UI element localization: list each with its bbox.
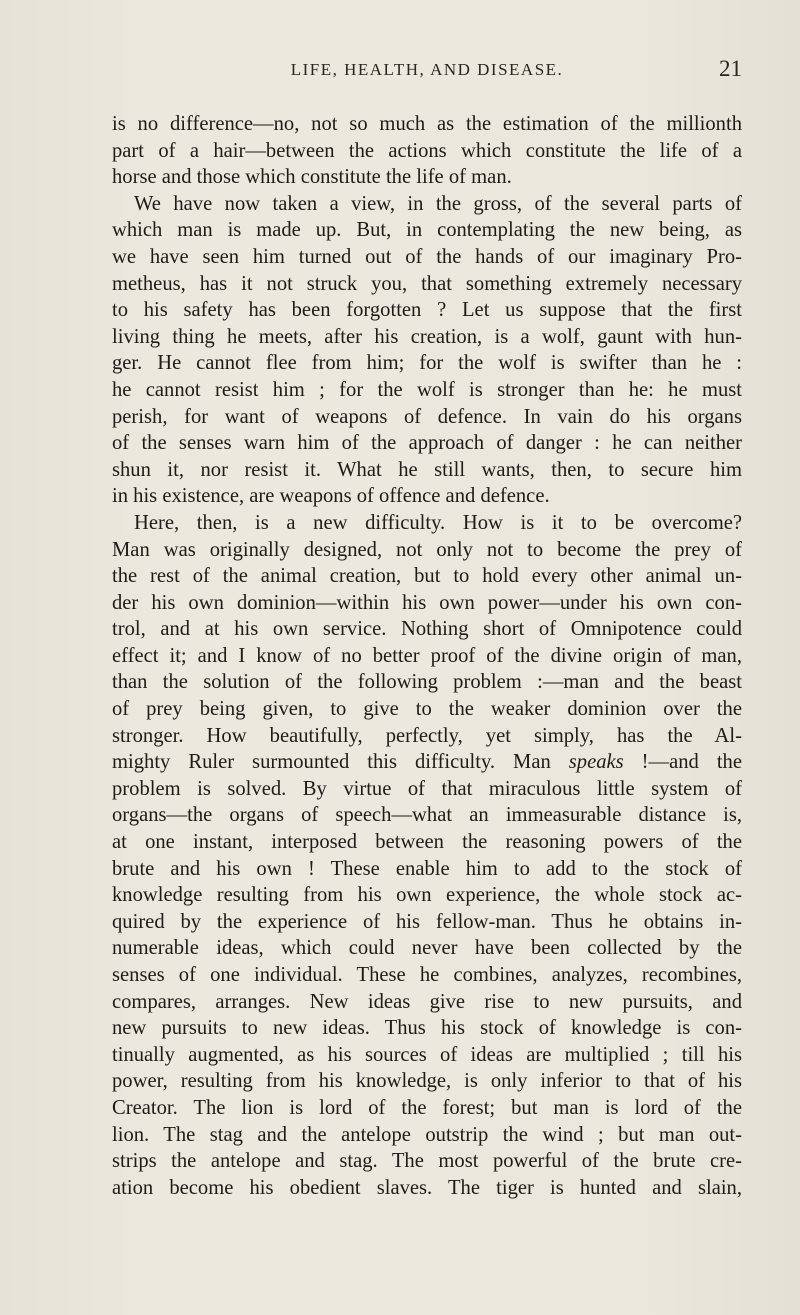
text-line: der his own dominion—within his own power—under his own con- xyxy=(112,591,742,614)
text-line: power, resulting from his knowledge, is only inferior to that of his xyxy=(112,1070,742,1093)
text-line: ger. He cannot flee from him; for the wolf is swifter than he : xyxy=(112,352,742,375)
text-line: ation become his obedient slaves. The tiger is hunted and slain, xyxy=(112,1176,742,1199)
text-line: trol, and at his own service. Nothing short of Omnipotence could xyxy=(112,618,742,641)
page-number: 21 xyxy=(719,56,742,81)
text-line: organs—the organs of speech—what an immeasurable distance is, xyxy=(112,804,742,827)
text-line: Here, then, is a new difficulty. How is it to be overcome? xyxy=(134,511,742,534)
text-line: than the solution of the following problem :—man and the beast xyxy=(112,671,742,694)
text-line: numerable ideas, which could never have been collected by the xyxy=(112,937,742,960)
text-line: effect it; and I know of no better proof of the divine origin of man, xyxy=(112,644,742,667)
text-line: shun it, nor resist it. What he still wants, then, to secure him xyxy=(112,458,742,481)
text-line: the rest of the animal creation, but to hold every other animal un- xyxy=(112,565,742,588)
text-line: of prey being given, to give to the weaker dominion over the xyxy=(112,698,742,721)
text-line: metheus, has it not struck you, that something extremely necessary xyxy=(112,272,742,295)
text-line: horse and those which constitute the life of man. xyxy=(112,166,512,189)
text-line: perish, for want of weapons of defence. In vain do his organs xyxy=(112,405,742,428)
text-line: to his safety has been forgotten ? Let us suppose that the first xyxy=(112,299,742,322)
text-line: he cannot resist him ; for the wolf is stronger than he: he must xyxy=(112,378,742,401)
text-line: stronger. How beautifully, perfectly, yet simply, has the Al- xyxy=(112,724,742,747)
text-line: at one instant, interposed between the reasoning powers of the xyxy=(112,831,742,854)
text-line: strips the antelope and stag. The most powerful of the brute cre- xyxy=(112,1150,742,1173)
body-text xyxy=(112,111,742,1201)
text-line: living thing he meets, after his creation, is a wolf, gaunt with hun- xyxy=(112,325,742,348)
text-line: lion. The stag and the antelope outstrip the wind ; but man out- xyxy=(112,1123,742,1146)
text-line: tinually augmented, as his sources of ideas are multiplied ; till his xyxy=(112,1043,742,1066)
text-line: Man was originally designed, not only not to become the prey of xyxy=(112,538,742,561)
italic-word: speaks xyxy=(568,751,624,774)
text-line: part of a hair—between the actions which constitute the life of a xyxy=(112,139,742,162)
text-line: senses of one individual. These he combines, analyzes, recombines, xyxy=(112,964,742,986)
text-line: problem is solved. By virtue of that miraculous little system of xyxy=(112,777,742,800)
text-line: knowledge resulting from his own experience, the whole stock ac- xyxy=(112,884,742,907)
text-line: in his existence, are weapons of offence and defence. xyxy=(112,485,550,508)
text-line: We have now taken a view, in the gross, of the several parts of xyxy=(134,192,742,215)
text-line: is no difference—no, not so much as the estimation of the millionth xyxy=(112,113,742,135)
text-line: quired by the experience of his fellow-man. Thus he obtains in- xyxy=(112,910,742,933)
text-line: compares, arranges. New ideas give rise to new pursuits, and xyxy=(112,990,742,1013)
running-title: LIFE, HEALTH, AND DISEASE. xyxy=(290,60,564,79)
text-line: of the senses warn him of the approach of danger : he can neither xyxy=(112,432,742,455)
text-line: brute and his own ! These enable him to add to the stock of xyxy=(112,857,742,880)
text-line: which man is made up. But, in contemplating the new being, as xyxy=(112,219,742,242)
text-line: Creator. The lion is lord of the forest; but man is lord of the xyxy=(112,1096,742,1119)
text-line: we have seen him turned out of the hands of our imaginary Pro- xyxy=(112,245,742,268)
text-line: new pursuits to new ideas. Thus his stock of knowledge is con- xyxy=(112,1017,742,1040)
text-line: mighty Ruler surmounted this difficulty. Man speaks !—and the xyxy=(112,751,742,774)
page-header xyxy=(112,56,742,90)
